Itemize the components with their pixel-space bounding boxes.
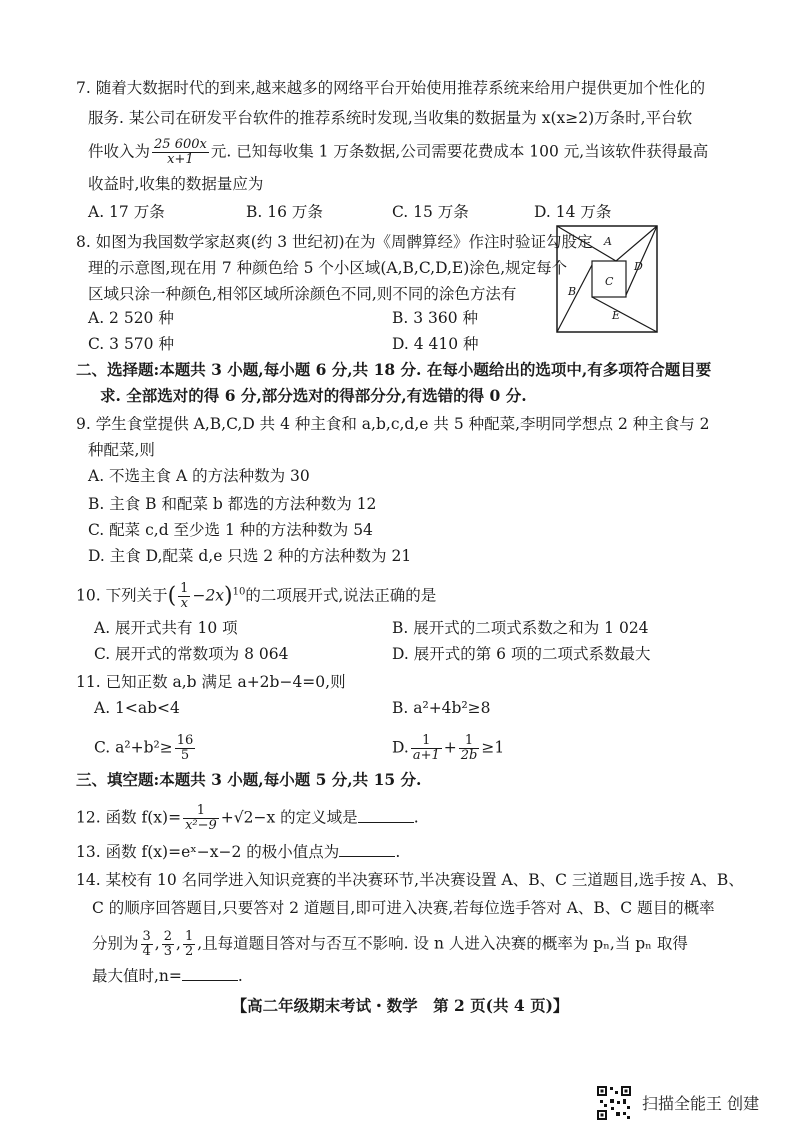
q13-answer-blank[interactable] xyxy=(339,842,395,857)
q9-line1: 9. 学生食堂提供 A,B,C,D 共 4 种主食和 a,b,c,d,e 共 5 种配菜,李明同学想点 2 种主食与 2 xyxy=(76,415,710,433)
q7-option-c: C. 15 万条 xyxy=(392,203,469,221)
q10-line1: 10. 下列关于( $\frac{1}{x}$ −2x)$^{10}$的二项展开式,说法正确的是 xyxy=(76,581,437,611)
q11-option-c: C. a²+b²≥ $\frac{16}{5}$ xyxy=(94,733,194,763)
region-label-e: E xyxy=(612,309,621,322)
q8-line1: 8. 如图为我国数学家赵爽(约 3 世纪初)在为《周髀算经》作注时验证勾股定 xyxy=(76,233,593,251)
q11-option-b: B. a²+4b²≥8 xyxy=(392,699,491,717)
section2-line1: 二、选择题:本题共 3 小题,每小题 6 分,共 18 分. 在每小题给出的选项中,有多项符合题目要 xyxy=(76,360,712,379)
qr-code-icon xyxy=(596,1085,632,1121)
q7-option-a: A. 17 万条 xyxy=(88,203,165,221)
section3-heading: 三、填空题:本题共 3 小题,每小题 5 分,共 15 分. xyxy=(76,770,422,789)
q7-line3: 件收入为 $\frac{25 600x}{x+1}$ 元. 已知每收集 1 万条数据,公司需要花费成本 100 元,当该软件获得最高 xyxy=(88,137,709,167)
q8-option-c: C. 3 570 种 xyxy=(88,335,174,353)
q13-line: 13. 函数 f(x)=eˣ−x−2 的极小值点为 . xyxy=(76,843,401,861)
q12-answer-blank[interactable] xyxy=(358,808,414,823)
q7-line4: 收益时,收集的数据量应为 xyxy=(88,175,264,193)
page-footer: 【高二年级期末考试・数学 第 2 页(共 4 页)】 xyxy=(231,996,569,1015)
region-label-c: C xyxy=(605,275,614,288)
q7-option-b: B. 16 万条 xyxy=(246,203,323,221)
q9-option-b: B. 主食 B 和配菜 b 都选的方法种数为 12 xyxy=(88,495,377,513)
q9-option-d: D. 主食 D,配菜 d,e 只选 2 种的方法种数为 21 xyxy=(88,547,412,565)
q9-option-a: A. 不选主食 A 的方法种数为 30 xyxy=(88,467,310,485)
q14-line2: C 的顺序回答题目,只要答对 2 道题目,即可进入决赛,若每位选手答对 A、B、C 题目的概率 xyxy=(92,899,715,917)
q9-option-c: C. 配菜 c,d 至少选 1 种的方法种数为 54 xyxy=(88,521,373,539)
q7-option-d: D. 14 万条 xyxy=(534,203,612,221)
q9-line2: 种配菜,则 xyxy=(88,441,155,459)
q8-option-a: A. 2 520 种 xyxy=(88,309,174,327)
zhao-shuang-diagram xyxy=(556,225,658,333)
q14-line3: 分别为 $\frac{3}{4}$ , $\frac{2}{3}$ , $\frac{1}{2}$ ,且每道题目答对与否互不影响. 设 n 人进入决赛的概率为 pₙ,当 pₙ 取得 xyxy=(92,929,688,959)
q8-option-b: B. 3 360 种 xyxy=(392,309,479,327)
region-label-b: B xyxy=(568,285,577,298)
q7-fraction: $\frac{25 600x}{x+1}$ xyxy=(154,137,207,167)
q11-option-d: D. $\frac{1}{a+1}$ + $\frac{1}{2b}$ ≥1 xyxy=(392,733,505,763)
q12-line: 12. 函数 f(x)= $\frac{1}{\text{x²−9}}$ +√2−x 的定义域是 . xyxy=(76,803,419,833)
q11-option-a: A. 1<ab<4 xyxy=(94,699,180,717)
region-label-d: D xyxy=(634,260,643,273)
region-label-a: A xyxy=(604,235,612,248)
q8-option-d: D. 4 410 种 xyxy=(392,335,479,353)
section2-line2: 求. 全部选对的得 6 分,部分选对的得部分分,有选错的得 0 分. xyxy=(100,386,527,405)
scanner-watermark: 扫描全能王 创建 xyxy=(642,1094,760,1113)
q11-line1: 11. 已知正数 a,b 满足 a+2b−4=0,则 xyxy=(76,673,346,691)
q10-option-c: C. 展开式的常数项为 8 064 xyxy=(94,645,289,663)
q8-line3: 区域只涂一种颜色,相邻区域所涂颜色不同,则不同的涂色方法有 xyxy=(88,285,517,303)
q10-option-d: D. 展开式的第 6 项的二项式系数最大 xyxy=(392,645,651,663)
q10-option-a: A. 展开式共有 10 项 xyxy=(94,619,238,637)
q14-line1: 14. 某校有 10 名同学进入知识竞赛的半决赛环节,半决赛设置 A、B、C 三道题目,选手按 A、B、 xyxy=(76,871,744,889)
q14-line4: 最大值时,n= . xyxy=(92,967,243,985)
q10-option-b: B. 展开式的二项式系数之和为 1 024 xyxy=(392,619,649,637)
q8-line2: 理的示意图,现在用 7 种颜色给 5 个小区域(A,B,C,D,E)涂色,规定每个 xyxy=(88,259,568,277)
q7-line2: 服务. 某公司在研发平台软件的推荐系统时发现,当收集的数据量为 x(x≥2)万条时,平台软 xyxy=(88,109,693,127)
q14-answer-blank[interactable] xyxy=(182,966,238,981)
q7-line1: 7. 随着大数据时代的到来,越来越多的网络平台开始使用推荐系统来给用户提供更加个性化的 xyxy=(76,79,706,97)
